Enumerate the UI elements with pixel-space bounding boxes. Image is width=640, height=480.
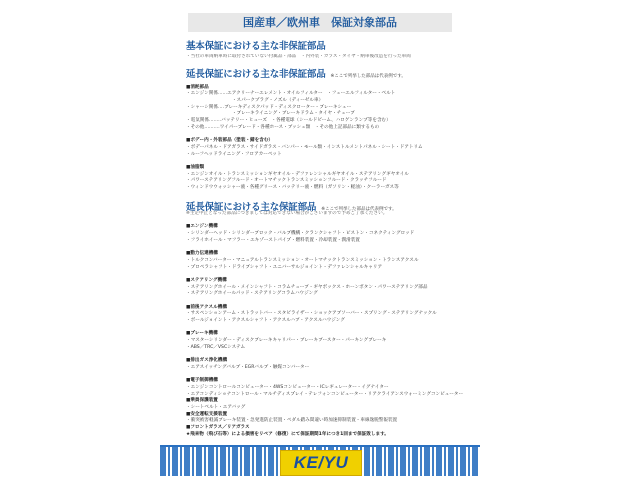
list-item: ・ABS／TRC／VSCシステム (186, 344, 246, 350)
list-item: ・フライホイール・マフラー・エキゾーストパイプ・燃料装置・冷却装置・潤滑装置 (186, 237, 360, 243)
section-heading: ■ボデー内・外装部品（塗装・錆を含む） (186, 138, 274, 144)
section-heading: ■乗員保護装置 (186, 398, 218, 404)
list-item: ・ルーフヘッドライニング・フロアカーペット (186, 151, 282, 157)
list-item: ・ステアリングホイールパッド・ステアリングコラムハウジング (186, 291, 318, 297)
list-item: ・ステアリングホイール・メインシャフト・コラムチューブ・ギヤボックス・ホーンボタン・パワーステアリング部品 (186, 284, 428, 290)
list-item (186, 271, 472, 278)
keiyu-logo (280, 450, 362, 476)
list-item: ・プロペラシャフト・ドライブシャフト・ユニバーサルジョイント・デファレンシャルキャリア (186, 264, 383, 270)
section-heading: ■動力伝達機構 (186, 251, 218, 257)
list-item: ・シートベルト・エアバッグ (186, 404, 246, 410)
list-item (186, 218, 472, 225)
list-item: ・衝突被害軽減ブレーキ装置・急発進防止装置・ペダル踏み間違い時加速抑制装置・車線逸脱警報装置 (186, 418, 398, 424)
ext-excluded-heading: 延長保証における主な非保証部品 ※ここで列挙した部品は代表例です。 (186, 69, 406, 80)
page-title: 国産車／欧州車 保証対象部品 (188, 13, 452, 32)
ext-excluded-note: ※ここで列挙した部品は代表例です。 (330, 74, 406, 79)
keiyu-logo-text: KE/YU (293, 453, 349, 472)
section-heading: ■安全運転支援装置 (186, 411, 228, 417)
list-item: ・シリンダーヘッド・シリンダーブロック・バルブ機構・クランクシャフト・ピストン・コネクティングロッド (186, 231, 415, 237)
warranty-sheet (160, 0, 480, 480)
basic-excluded-list (186, 54, 472, 61)
list-item: ・トルクコンバーター・マニュアルトランスミッション・オートマチックトランスミッション・トランスアクスル (186, 257, 419, 263)
list-item: ・エアスイッチングバルブ・EGRバルブ・触媒コンバーター (186, 364, 310, 370)
list-item: ・当社の車両納車時に取付されていない付属品・部品 ・内外装・ガラス・タイヤ・納車後改造を行った車両 (186, 54, 411, 59)
list-item: ・エアコンディショナコントロール・マルチディスプレイ・テレフォンコンピューター・リアクライアンスウォーミングコンピューター (186, 391, 464, 397)
section-heading: ■油脂類 (186, 164, 205, 170)
ext-excluded-list (186, 78, 472, 192)
list-item: ・スパークプラグ・ノズル（ディーゼル車） (186, 98, 324, 104)
section-heading: ■電子制御機構 (186, 378, 218, 384)
list-item: ・ウィンドウウォッシャー液・各種グリース・バッテリー液・燃料（ガソリン・軽油）・クーラーガス等 (186, 185, 399, 190)
section-heading: ■消耗部品 (186, 84, 209, 90)
list-item (186, 298, 472, 305)
list-item: ・パワーステアリングフルード・オートマチックトランスミッションフルード・クラッチフルード (186, 178, 387, 184)
list-item: ・ボデーパネル・ドアガラス・サイドガラス・バンパー・モール類・インストルメントパネル・シート・ドアトリム (186, 144, 423, 150)
list-item: ・エンジンオイル・トランスミッションギヤオイル・デファレンシャルギヤオイル・ステアリングギヤオイル (186, 171, 409, 177)
list-item: ・ボールジョイント・アクスルシャフト・アクスルハブ・アクスルハウジング (186, 318, 345, 323)
list-item (186, 158, 472, 165)
list-item: ・マスターシリンダー・ディスクブレーキキャリパー・ブレーキブースター・パーキングブレーキ (186, 338, 387, 344)
ext-covered-heading: 延長保証における主な保証部品 ※ここで列挙した部品は代表例です。 (186, 202, 397, 213)
ext-covered-list (186, 211, 472, 438)
basic-excluded-heading: 基本保証における主な非保証部品 (186, 41, 326, 52)
list-item: ・サスペンションアーム・ストラットバー・スタビライザー・ショックアブソーバー・スプリング・ステアリングナックル (186, 311, 437, 317)
section-heading: ■エンジン機構 (186, 224, 218, 230)
section-heading: ■前後アクスル機構 (186, 304, 227, 310)
list-item: ・シャーシ関係‥‥ブレーキディスクパッド・ディスクローター・ブレーキシュー (186, 104, 352, 110)
list-item: ・エンジンコントロールコンピューター・4WSコンピューター・ICレギュレーター・イグナイター (186, 384, 389, 390)
section-heading: ★飛来物（飛び石等）による損害をリペア（修復）にて保証期間1年につき1回まで保証致します。 (186, 431, 389, 437)
list-item: ・エンジン関係‥‥‥エアクリーナーエレメント・オイルフィルター ・フューエルフィルター・ベルト (186, 91, 396, 97)
list-item: ※主定中止となった部品につきましては対応できない場合がございますので予めご了承ください。 (186, 211, 388, 216)
list-item (186, 372, 472, 379)
section-heading: ■ステアリング機構 (186, 277, 227, 283)
list-item (186, 351, 472, 358)
section-heading: ■ブレーキ機構 (186, 331, 218, 337)
list-item: ・電気関係‥‥‥‥バッテリー・ヒューズ ・各種電球（シールドビーム、ハロゲンランプ等を含む） (186, 118, 391, 124)
list-item: ・その他‥‥‥‥‥ワイパーブレード・各種ホース・ブッシュ類 ・その他上記部品に類するもの (186, 124, 380, 130)
list-item (186, 244, 472, 251)
list-item (186, 325, 472, 332)
ext-covered-note: ※ここで列挙した部品は代表例です。 (321, 207, 397, 212)
section-heading: ■フロントガラス／リアガラス (186, 425, 250, 430)
section-heading: ■排出ガス浄化機構 (186, 358, 228, 364)
list-item: ・ブレーキライニング・ブレーキドラム・タイヤ・チューブ (186, 111, 355, 117)
list-item (186, 78, 472, 85)
